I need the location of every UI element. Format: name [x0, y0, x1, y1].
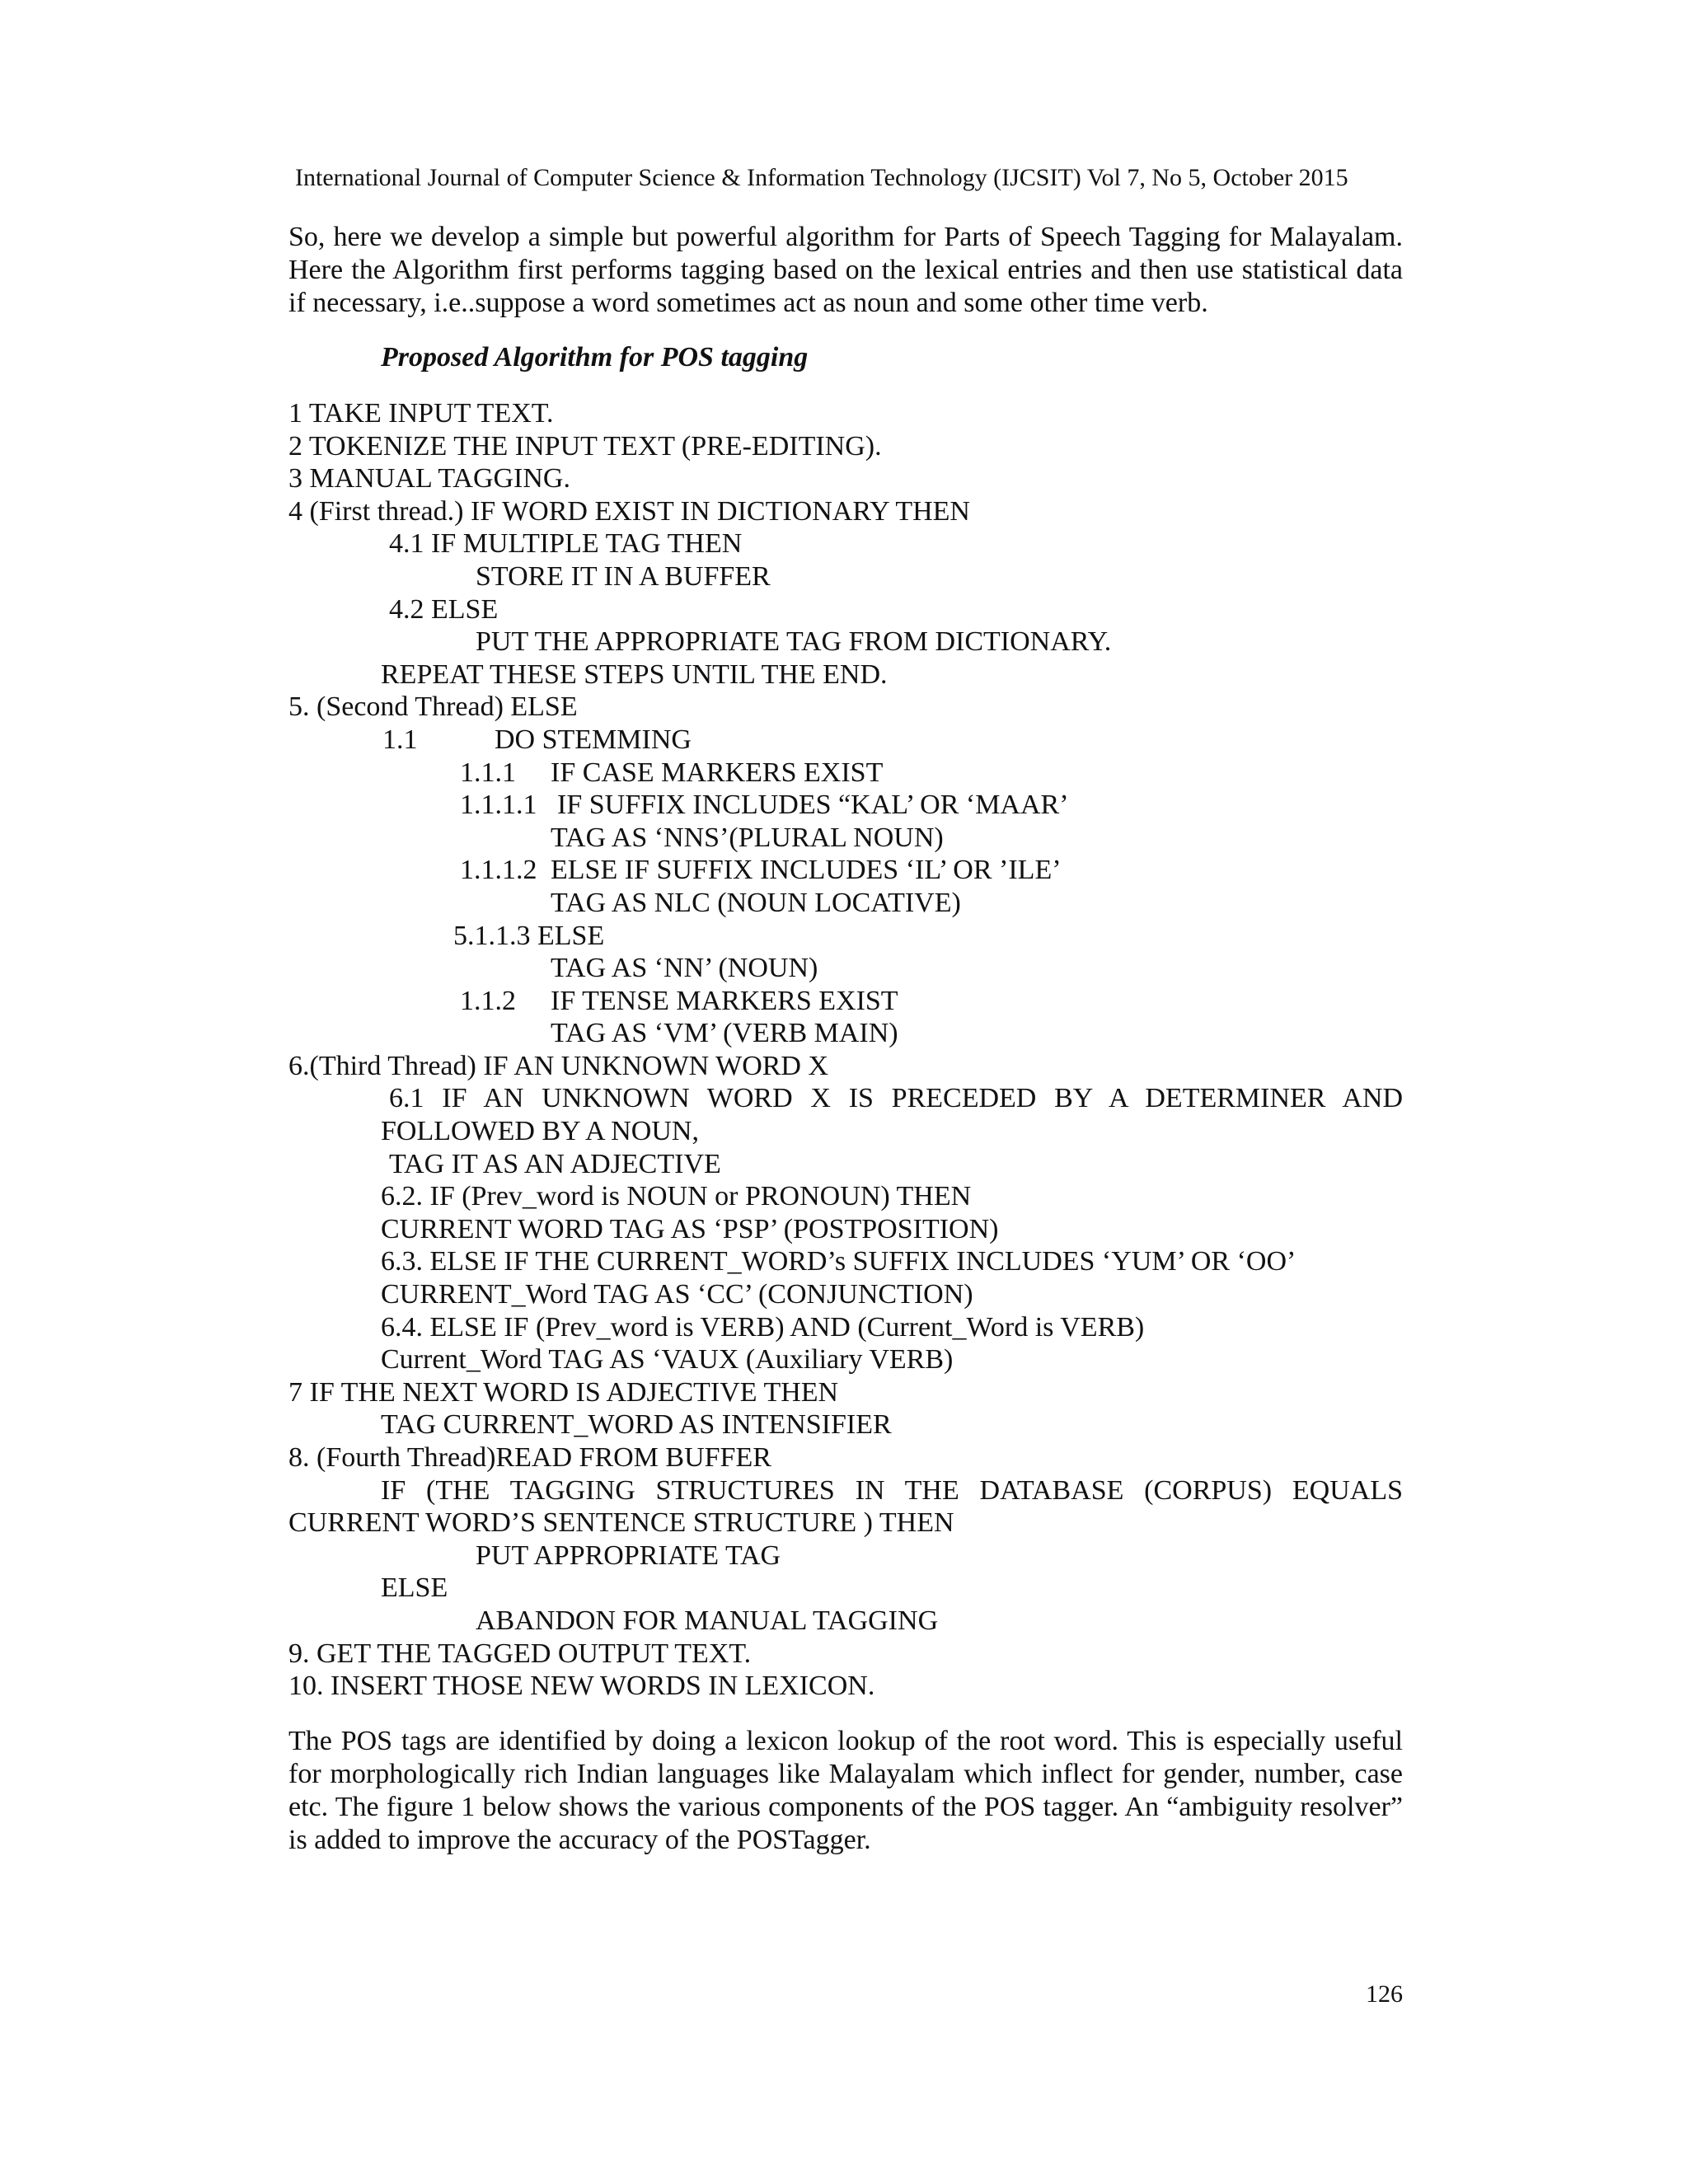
algorithm-step — [288, 1082, 1403, 1115]
step-text: TAG IT AS AN ADJECTIVE — [389, 1148, 721, 1179]
step-number: 1.1.1.2 — [460, 855, 537, 886]
step-text: TAG CURRENT_WORD AS INTENSIFIER — [381, 1409, 892, 1441]
step-text: CURRENT WORD TAG AS ‘PSP’ (POSTPOSITION) — [381, 1213, 999, 1244]
algorithm-step — [288, 495, 1403, 528]
step-text: TAG AS ‘VM’ (VERB MAIN) — [551, 1018, 898, 1049]
step-text: 4 (First thread.) IF WORD EXIST IN DICTIONARY THEN — [288, 495, 970, 527]
step-text: PUT APPROPRIATE TAG — [476, 1540, 781, 1571]
algorithm-step — [288, 1245, 1403, 1278]
algorithm-step — [288, 560, 1403, 593]
step-number: 1.1.1 — [460, 757, 516, 788]
step-text: 7 IF THE NEXT WORD IS ADJECTIVE THEN — [288, 1376, 839, 1408]
algorithm-step — [288, 527, 1403, 560]
step-number: 1.1.1.1 — [460, 790, 537, 821]
closing-text: The POS tags are identified by doing a lexicon lookup of the root word. This is especially useful for morphologically rich Indian languages like Malayalam which inflect for gender, number, case etc. The figure 1 below shows the various components of the POS tagger. An “ambiguity resolver” is added to improve the accuracy of the POSTagger. — [288, 1726, 1403, 1855]
step-text: 3 MANUAL TAGGING. — [288, 463, 570, 494]
algorithm-step — [288, 1605, 1403, 1638]
step-text: REPEAT THESE STEPS UNTIL THE END. — [381, 658, 888, 690]
journal-header: International Journal of Computer Science & Information Technology (IJCSIT) Vol 7, No 5, October 2015 — [295, 164, 1348, 191]
closing-paragraph — [288, 1725, 1403, 1857]
step-text: TAG AS ‘NNS’(PLURAL NOUN) — [551, 822, 944, 853]
step-text: CURRENT_Word TAG AS ‘CC’ (CONJUNCTION) — [381, 1279, 973, 1310]
algorithm-step — [288, 887, 1403, 920]
algorithm-step — [288, 789, 1403, 822]
step-text: DO STEMMING — [495, 724, 692, 755]
algorithm-step — [288, 397, 1403, 430]
algorithm-steps — [288, 397, 1403, 1703]
step-text: 6.4. ELSE IF (Prev_word is VERB) AND (Current_Word is VERB) — [381, 1311, 1145, 1343]
algorithm-step — [288, 1540, 1403, 1572]
step-text: 5. (Second Thread) ELSE — [288, 691, 578, 723]
algorithm-step — [288, 1572, 1403, 1605]
algorithm-step — [288, 854, 1403, 887]
algorithm-step — [288, 1670, 1403, 1703]
step-text: IF (THE TAGGING STRUCTURES IN THE DATABASE (CORPUS) EQUALS — [381, 1474, 1403, 1506]
algorithm-step — [288, 757, 1403, 790]
algorithm-step — [288, 626, 1403, 658]
intro-text: So, here we develop a simple but powerful algorithm for Parts of Speech Tagging for Malayalam. Here the Algorithm first performs tagging based on the lexical entries and then use statistical data if necessary, i.e..suppose a word sometimes act as noun and some other time verb. — [288, 222, 1403, 318]
algorithm-step — [288, 1376, 1403, 1409]
algorithm-step — [288, 1474, 1403, 1507]
step-text: Current_Word TAG AS ‘VAUX (Auxiliary VERB) — [381, 1344, 954, 1376]
step-text: 6.2. IF (Prev_word is NOUN or PRONOUN) THEN — [381, 1181, 972, 1212]
step-text: 10. INSERT THOSE NEW WORDS IN LEXICON. — [288, 1671, 875, 1702]
algorithm-step — [288, 920, 1403, 953]
algorithm-step — [288, 1213, 1403, 1246]
step-number: 1.1.2 — [460, 985, 516, 1016]
algorithm-step — [288, 593, 1403, 626]
step-text: TAG AS NLC (NOUN LOCATIVE) — [551, 887, 961, 918]
algorithm-step — [288, 822, 1403, 855]
algorithm-step — [288, 1408, 1403, 1441]
algorithm-step — [288, 1050, 1403, 1083]
algorithm-step — [288, 1115, 1403, 1148]
step-text: 1 TAKE INPUT TEXT. — [288, 398, 554, 429]
step-text: 4.1 IF MULTIPLE TAG THEN — [389, 528, 743, 560]
algorithm-step — [288, 1507, 1403, 1540]
algorithm-step — [288, 1278, 1403, 1311]
step-text: 6.(Third Thread) IF AN UNKNOWN WORD X — [288, 1050, 829, 1081]
intro-paragraph — [288, 221, 1403, 320]
algorithm-step — [288, 462, 1403, 495]
algorithm-step — [288, 724, 1403, 757]
step-text: ABANDON FOR MANUAL TAGGING — [476, 1605, 939, 1636]
step-text: 5.1.1.3 ELSE — [453, 920, 605, 951]
step-text: 6.3. ELSE IF THE CURRENT_WORD’s SUFFIX INCLUDES ‘YUM’ OR ‘OO’ — [381, 1246, 1296, 1277]
algorithm-step — [288, 952, 1403, 985]
algorithm-step — [288, 1180, 1403, 1213]
step-text: 8. (Fourth Thread)READ FROM BUFFER — [288, 1442, 771, 1473]
algorithm-step — [288, 1017, 1403, 1050]
algorithm-step — [288, 1148, 1403, 1181]
algorithm-step — [288, 658, 1403, 691]
algorithm-title: Proposed Algorithm for POS tagging — [381, 342, 809, 373]
step-text: CURRENT WORD’S SENTENCE STRUCTURE ) THEN — [288, 1507, 954, 1539]
step-text: ELSE IF SUFFIX INCLUDES ‘IL’ OR ’ILE’ — [551, 855, 1062, 886]
step-text: FOLLOWED BY A NOUN, — [381, 1116, 699, 1147]
algorithm-step — [288, 1638, 1403, 1671]
step-text: IF SUFFIX INCLUDES “KAL’ OR ‘MAAR’ — [557, 790, 1069, 821]
step-text: 4.2 ELSE — [389, 593, 499, 625]
step-text: ELSE — [381, 1572, 448, 1604]
step-text: PUT THE APPROPRIATE TAG FROM DICTIONARY. — [476, 626, 1112, 658]
page-number: 126 — [1366, 1980, 1403, 2008]
step-text: STORE IT IN A BUFFER — [476, 560, 771, 592]
step-text: 2 TOKENIZE THE INPUT TEXT (PRE-EDITING). — [288, 430, 882, 462]
algorithm-step — [288, 1311, 1403, 1344]
algorithm-step — [288, 691, 1403, 724]
step-number: 1.1 — [382, 724, 418, 755]
algorithm-step — [288, 1343, 1403, 1376]
step-text: 6.1 IF AN UNKNOWN WORD X IS PRECEDED BY A DETERMINER AND — [389, 1083, 1403, 1114]
step-text: 9. GET THE TAGGED OUTPUT TEXT. — [288, 1638, 752, 1669]
step-text: IF TENSE MARKERS EXIST — [551, 985, 898, 1016]
step-text: TAG AS ‘NN’ (NOUN) — [551, 953, 818, 984]
algorithm-step — [288, 1441, 1403, 1474]
algorithm-step — [288, 430, 1403, 463]
algorithm-step — [288, 985, 1403, 1018]
step-text: IF CASE MARKERS EXIST — [551, 757, 884, 788]
